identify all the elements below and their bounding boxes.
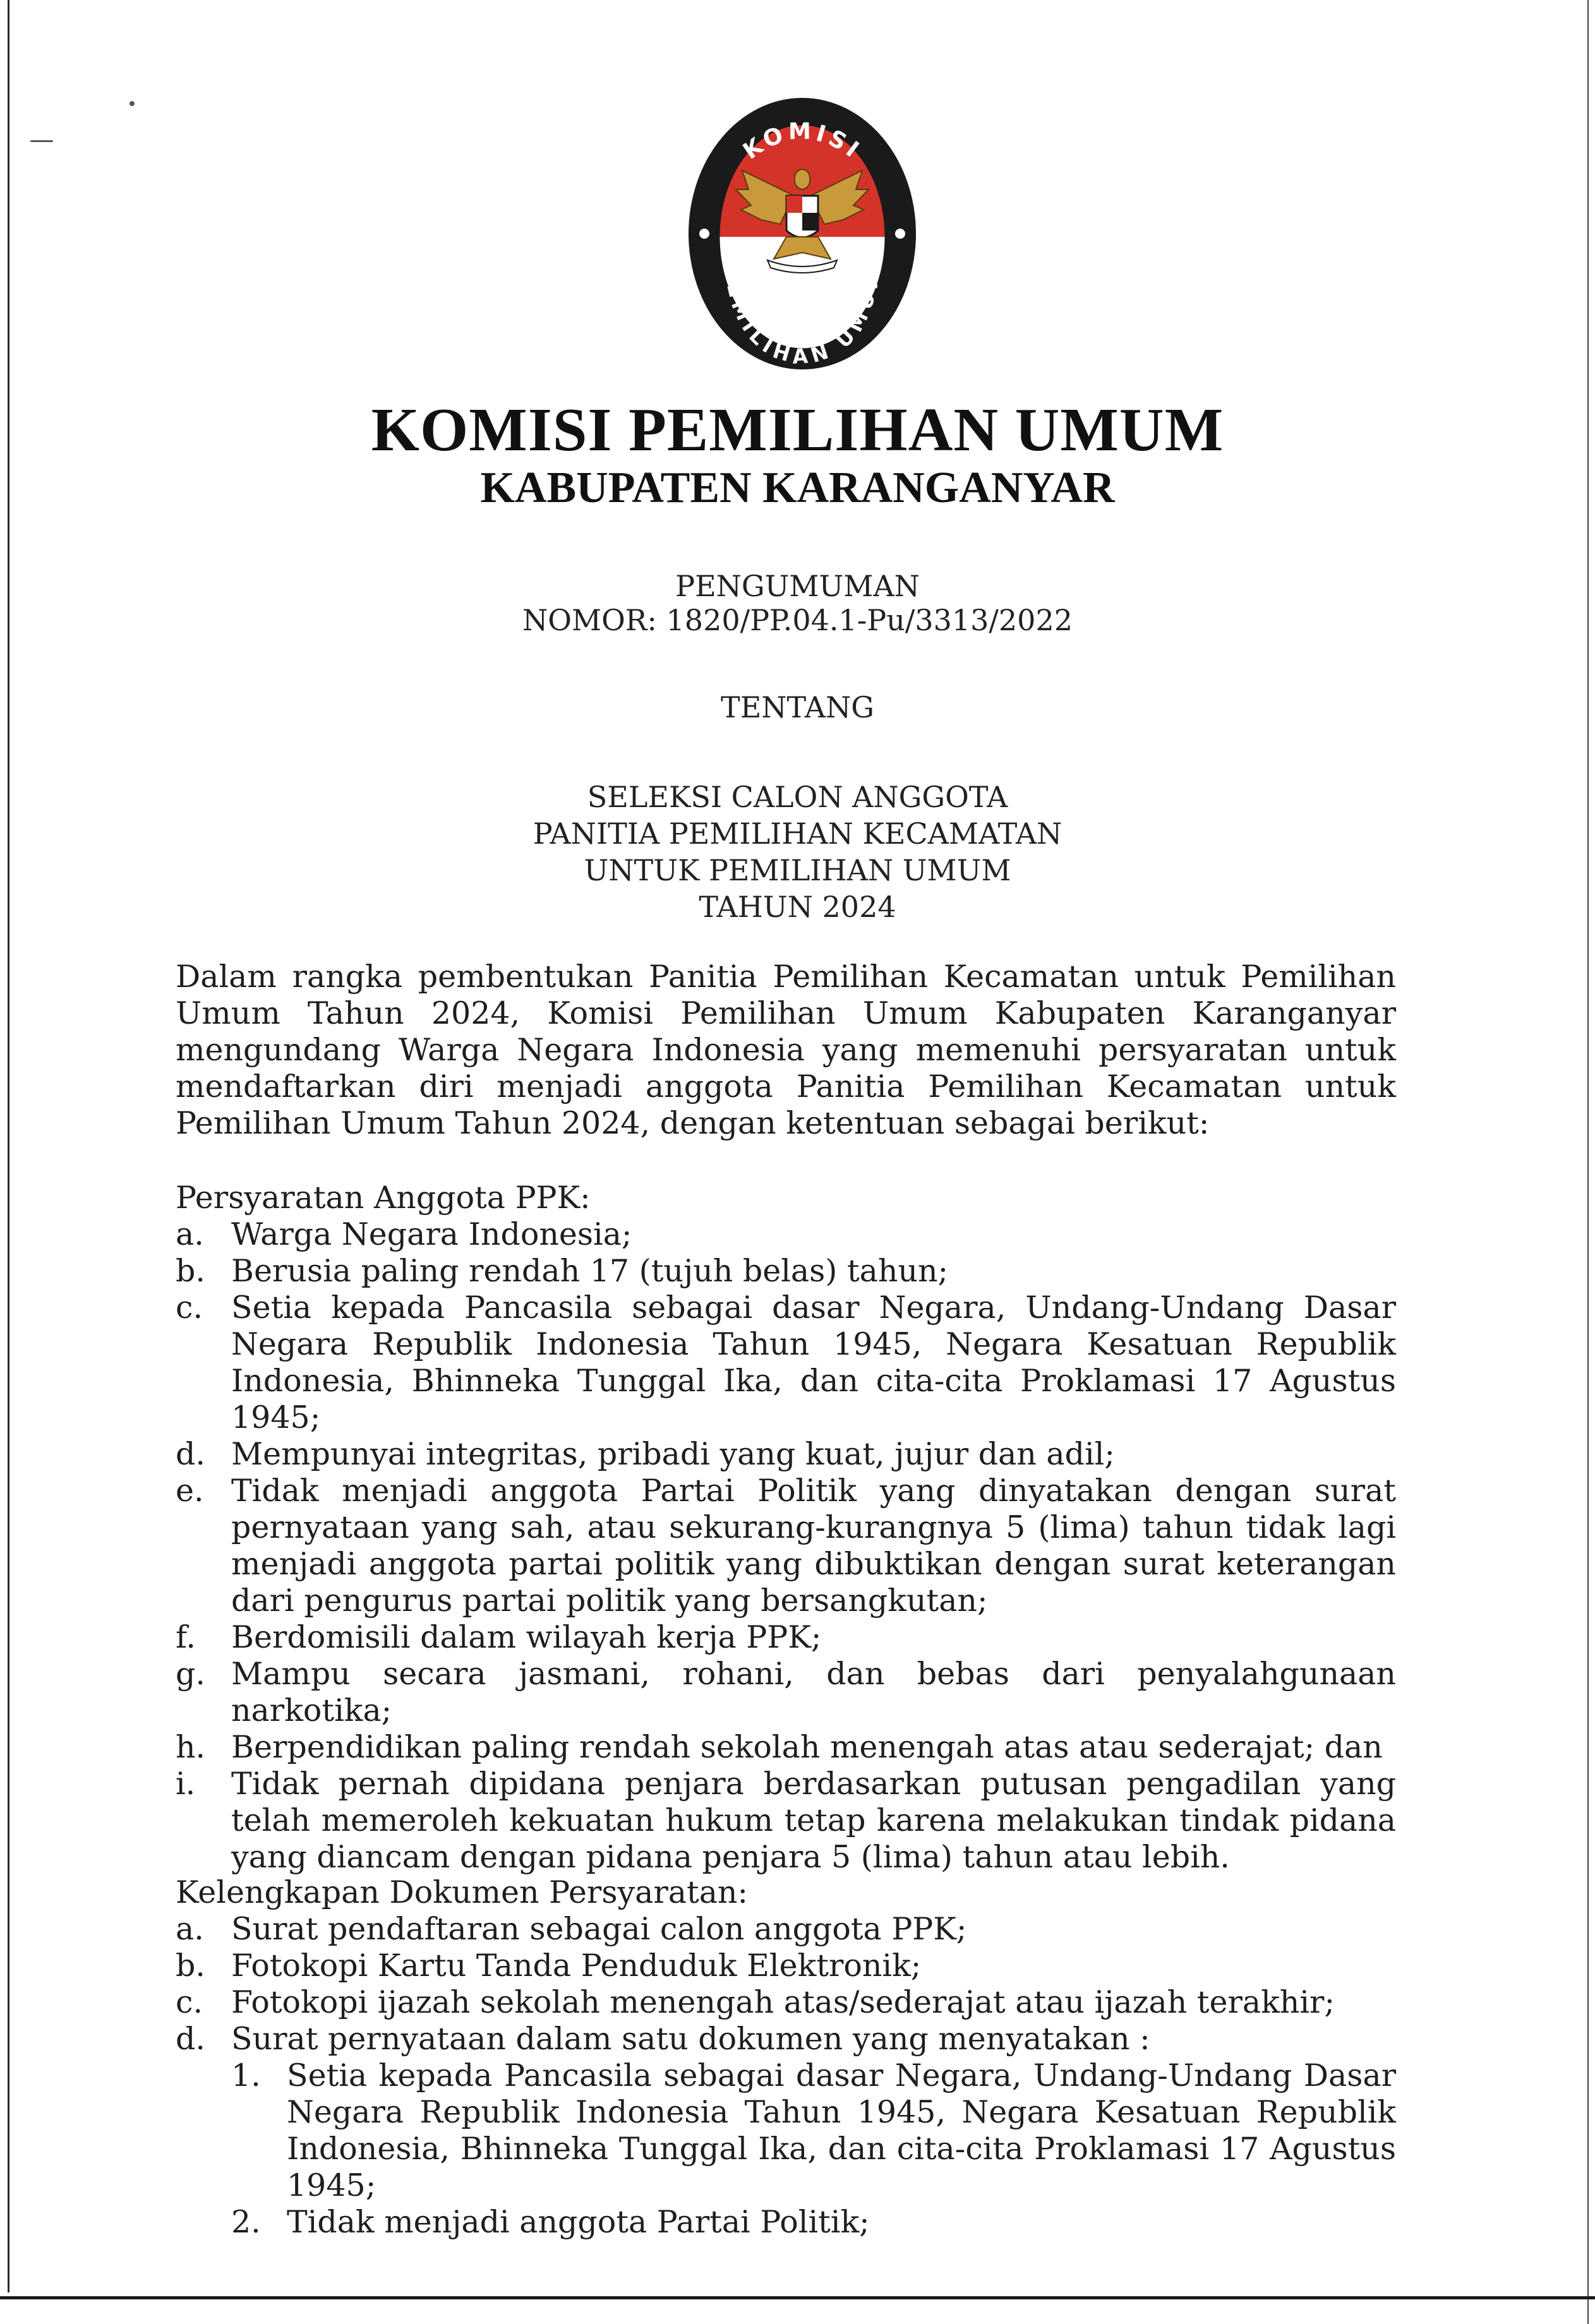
sublist-item: 2. Tidak menjadi anggota Partai Politik; [231, 2204, 870, 2240]
svg-text:PEMILIHAN UMUM: PEMILIHAN UMUM [719, 262, 886, 369]
list-item: i. Tidak pernah dipidana penjara berdasarkan putusan pengadilan yang telah memeroleh kekuatan hukum tetap karena melakukan tindak pidana yang diancam dengan pidana penjara 5 (lima) tahun atau lebih. [176, 1766, 1396, 1875]
intro-paragraph [176, 959, 1396, 1142]
list-item: c. Setia kepada Pancasila sebagai dasar Negara, Undang-Undang Dasar Negara Republik Indonesia Tahun 1945, Negara Kesatuan Republik Indonesia, Bhinneka Tunggal Ika, dan cita-cita Proklamasi 17 Agustus 1945; [176, 1290, 1396, 1435]
list-item: f. Berdomisili dalam wilayah kerja PPK; [176, 1619, 822, 1655]
intro-line: Pemilihan Umum Tahun 2024, dengan ketentuan sebagai berikut: [176, 1105, 1210, 1141]
announcement-about: TENTANG [721, 690, 874, 724]
requirements-list [176, 1216, 1396, 1876]
intro-line: mengundang Warga Negara Indonesia yang memenuhi persyaratan untuk [176, 1032, 1396, 1068]
intro-line: Umum Tahun 2024, Komisi Pemilihan Umum Kabupaten Karanganyar [176, 995, 1396, 1031]
svg-text:KOMISI: KOMISI [738, 118, 867, 165]
kpu-emblem [685, 95, 919, 373]
sublist-item: 1. Setia kepada Pancasila sebagai dasar Negara, Undang-Undang Dasar Negara Republik Indonesia Tahun 1945, Negara Kesatuan Republik Indonesia, Bhinneka Tunggal Ika, dan cita-cita Proklamasi 17 Agustus 1945; [231, 2057, 1396, 2203]
scan-edge-bottom [0, 2296, 1595, 2299]
documents-heading: Kelengkapan Dokumen Persyaratan: [176, 1874, 748, 1910]
announcement-number: NOMOR: 1820/PP.04.1-Pu/3313/2022 [522, 603, 1073, 637]
subject-line: TAHUN 2024 [699, 890, 896, 924]
scan-edge-left [8, 0, 9, 2292]
announcement-heading: PENGUMUMAN [675, 569, 920, 603]
list-item: d. Mempunyai integritas, pribadi yang kuat, jujur dan adil; [176, 1436, 1115, 1472]
documents-sublist [231, 2057, 1396, 2241]
intro-line: Dalam rangka pembentukan Panitia Pemilihan Kecamatan untuk Pemilihan [176, 959, 1396, 995]
subject-line: PANITIA PEMILIHAN KECAMATAN [533, 817, 1062, 851]
list-item: g. Mampu secara jasmani, rohani, dan bebas dari penyalahgunaan narkotika; [176, 1656, 1396, 1728]
subject-line: UNTUK PEMILIHAN UMUM [584, 853, 1011, 887]
list-item: e. Tidak menjadi anggota Partai Politik yang dinyatakan dengan surat pernyataan yang sah, atau sekurang-kurangnya 5 (lima) tahun tidak lagi menjadi anggota partai politik yang dibuktikan dengan surat keterangan dari pengurus partai politik yang bersangkutan; [176, 1473, 1396, 1619]
list-item: b. Fotokopi Kartu Tanda Penduduk Elektronik; [176, 1948, 922, 1984]
list-item: a. Surat pendaftaran sebagai calon anggota PPK; [176, 1911, 967, 1947]
list-item: h. Berpendidikan paling rendah sekolah menengah atas atau sederajat; dan [176, 1729, 1383, 1765]
institution-subtitle: KABUPATEN KARANGANYAR [480, 464, 1115, 512]
scan-speck [129, 101, 135, 106]
list-item: c. Fotokopi ijazah sekolah menengah atas/sederajat atau ijazah terakhir; [176, 1984, 1335, 2020]
list-item: d. Surat pernyataan dalam satu dokumen yang menyatakan : 1. Setia kepada Pancasila sebagai dasar Negara, Undang-Undang Dasar Negara Republik Indonesia Tahun 1945, Negara Kesatuan Republik Indonesia, Bhinneka Tunggal Ika, dan cita-cita Proklamasi 17 Agustus 1945; 2. Tidak menjadi anggota Partai Politik; [176, 2021, 1396, 2240]
list-item: a. Warga Negara Indonesia; [176, 1216, 632, 1252]
scan-edge-right [1587, 0, 1589, 2324]
requirements-heading: Persyaratan Anggota PPK: [176, 1180, 591, 1216]
documents-list [176, 1911, 1396, 2241]
scan-speck [30, 140, 53, 142]
institution-title: KOMISI PEMILIHAN UMUM [371, 396, 1224, 464]
list-item: b. Berusia paling rendah 17 (tujuh belas) tahun; [176, 1253, 949, 1289]
subject-line: SELEKSI CALON ANGGOTA [587, 780, 1008, 814]
intro-line: mendaftarkan diri menjadi anggota Panitia Pemilihan Kecamatan untuk [176, 1069, 1396, 1105]
